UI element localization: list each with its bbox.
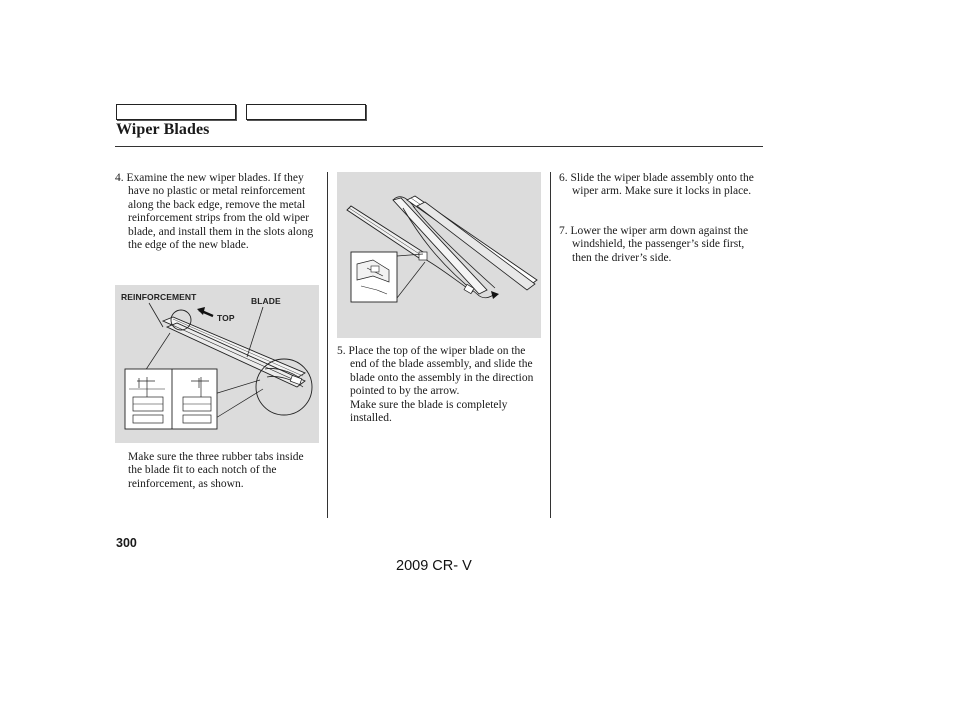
title-divider [115, 146, 763, 147]
label-reinforcement: REINFORCEMENT [121, 292, 197, 302]
reinforcement-illustration [115, 285, 319, 443]
blade-assembly-illustration [337, 172, 541, 338]
step-4 [115, 172, 325, 252]
footer-model: 2009 CR- V [396, 558, 472, 574]
column-divider-1 [327, 172, 328, 518]
label-blade: BLADE [251, 296, 281, 306]
step-6-text: 6. Slide the wiper blade assembly onto the wiper arm. Make sure it locks in place. [559, 172, 754, 198]
blade-assembly-figure [337, 172, 541, 338]
step-5 [337, 345, 542, 425]
nav-button-next[interactable] [246, 104, 366, 120]
step-4-text: 4. Examine the new wiper blades. If they have no plastic or metal reinforcement along the back edge, remove the metal reinforcement strips from the old wiper blade, and install them in the slots along the edge of the new blade. [115, 172, 314, 252]
step-4-note-text: Make sure the three rubber tabs inside the blade fit to each notch of the reinforcement, as shown. [128, 451, 304, 490]
nav-button-previous[interactable] [116, 104, 236, 120]
step-4-note [128, 451, 318, 491]
page-number: 300 [116, 536, 137, 550]
step-5-text: 5. Place the top of the wiper blade on the end of the blade assembly, and slide the blade onto the assembly in the direction pointed to by the arrow. [337, 345, 534, 398]
step-7 [559, 225, 763, 265]
label-top: TOP [217, 313, 235, 323]
page-title: Wiper Blades [116, 121, 210, 138]
step-6 [559, 172, 763, 199]
step-7-text: 7. Lower the wiper arm down against the windshield, the passenger’s side first, then the driver’s side. [559, 225, 749, 264]
step-5-note-text: Make sure the blade is completely installed. [350, 398, 508, 425]
column-divider-2 [550, 172, 551, 518]
reinforcement-figure [115, 285, 319, 443]
